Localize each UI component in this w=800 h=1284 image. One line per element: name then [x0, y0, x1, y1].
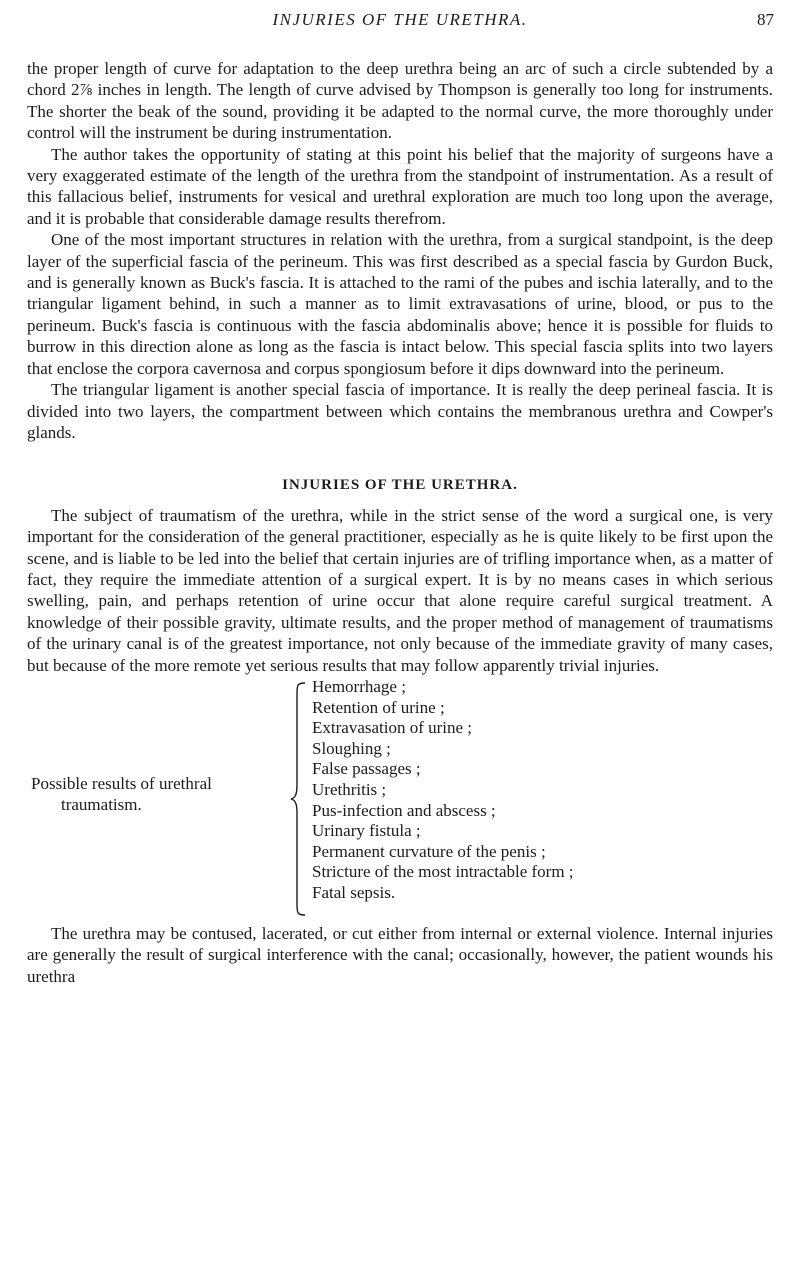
results-label-line1: Possible results of urethral: [31, 773, 212, 793]
list-item: Pus-infection and abscess ;: [312, 800, 496, 820]
list-item: Permanent curvature of the penis ;: [312, 841, 546, 861]
list-item: False passages ;: [312, 759, 421, 779]
results-list: [312, 677, 574, 904]
list-item: Urethritis ;: [312, 779, 387, 799]
paragraph-triangular-ligament: The triangular ligament is another special fascia of importance. It is really the deep perineal fascia. It is divided into two layers, the compartment between which contains the membranous urethra and Cowper's glands.: [27, 380, 773, 442]
section-heading: INJURIES OF THE URETHRA.: [282, 477, 518, 494]
page-number: 87: [757, 10, 774, 29]
list-item: Retention of urine ;: [312, 697, 445, 717]
running-title: INJURIES OF THE URETHRA.: [272, 10, 528, 29]
paragraph-traumatism-intro: The subject of traumatism of the urethra, while in the strict sense of the word a surgical one, is very important for the consideration of the general practitioner, especially as he is quite likely to be first upon the scene, and is liable to be led into the belief that certain injuries are of trifling importance when, as a matter of fact, they require the immediate attention of a surgical expert. It is by no means cases in which serious swelling, pain, and perhaps retention of urine occur that alone require careful surgical treatment. A knowledge of their possible gravity, ultimate results, and the proper method of management of traumatisms of the urinary canal is of the greatest importance, not only because of the immediate gravity of many cases, but because of the more remote yet serious results that may follow apparently trivial injuries.: [27, 505, 773, 675]
list-item: Extravasation of urine ;: [312, 718, 473, 738]
paragraph-contused-urethra: The urethra may be contused, lacerated, or cut either from internal or external violence. Internal injuries are generally the result of surgical interference with the canal; occasionally, however, the patient wounds his urethra: [27, 923, 773, 986]
curly-brace-icon: [289, 681, 309, 917]
list-item: Hemorrhage ;: [312, 676, 406, 696]
results-label: [31, 773, 281, 815]
results-block: [27, 677, 773, 923]
list-item: Fatal sepsis.: [312, 882, 396, 902]
paragraph-curve-length: the proper length of curve for adaptation to the deep urethra being an arc of such a circle subtended by a chord 2⅞ inches in length. The length of curve advised by Thompson is generally too long for instruments. The shorter the beak of the sound, providing it be adapted to the normal curve, the more thoroughly under control will the instrument be during instrumentation.: [27, 59, 773, 143]
list-item: Urinary fistula ;: [312, 821, 421, 841]
closing-block: [27, 923, 773, 987]
paragraph-bucks-fascia: One of the most important structures in relation with the urethra, from a surgical standpoint, is the deep layer of the superficial fascia of the perineum. This was first described as a special fascia by Gurdon Buck, and is generally known as Buck's fascia. It is attached to the rami of the pubes and ischia laterally, and to the triangular ligament behind, in such a manner as to limit extravasations of urine, blood, or pus to the perineum. Buck's fascia is continuous with the fascia abdominalis above; hence it is possible for fluids to burrow in this direction alone as long as the fascia is intact below. This special fascia splits into two layers that enclose the corpora cavernosa and corpus spongiosum before it dips downward into the perineum.: [27, 230, 773, 378]
results-label-line2: traumatism.: [61, 794, 142, 814]
paragraph-author-belief: The author takes the opportunity of stating at this point his belief that the majority of surgeons have a very exaggerated estimate of the length of the urethra from the standpoint of instrumentation. As a result of this fallacious belief, instruments for vesical and urethral exploration are much too long upon the average, and it is probable that considerable damage results therefrom.: [27, 144, 773, 228]
list-item: Stricture of the most intractable form ;: [312, 862, 574, 882]
body-text: [27, 58, 773, 987]
running-head: [0, 10, 800, 40]
list-item: Sloughing ;: [312, 738, 391, 758]
